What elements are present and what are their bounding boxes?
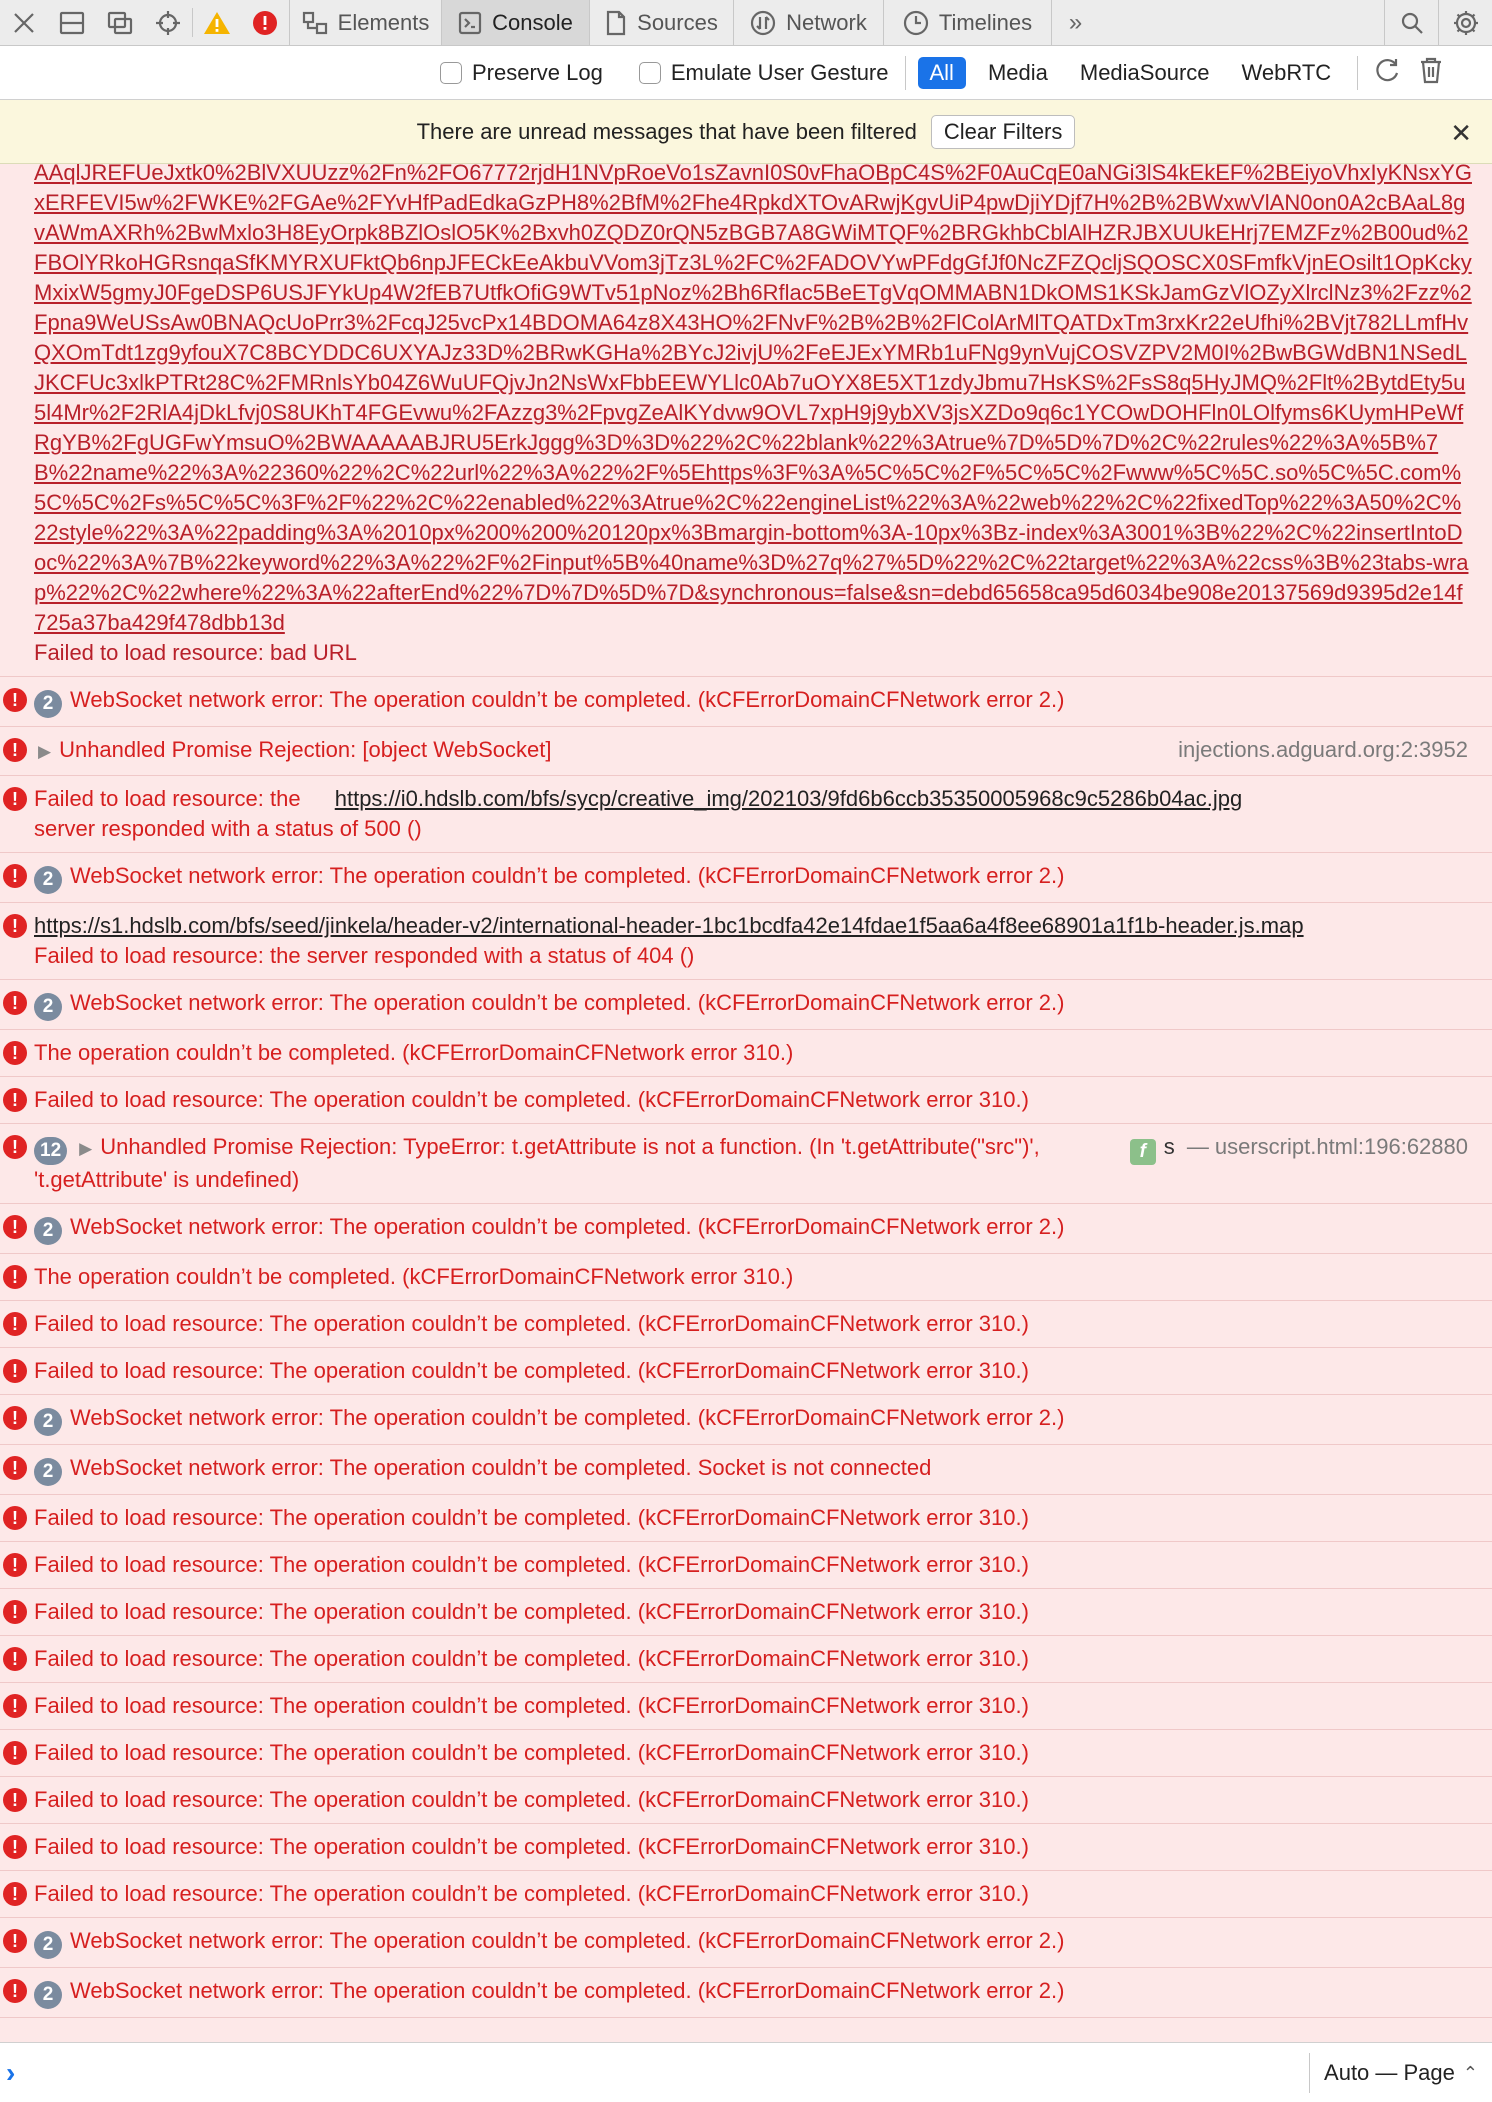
reload-icon[interactable] <box>1372 55 1402 91</box>
error-icon: ! <box>3 1600 27 1624</box>
log-entry <box>0 1589 1492 1636</box>
error-icon: ! <box>3 738 27 762</box>
tab-label: Network <box>786 9 867 35</box>
filter-divider <box>1357 56 1358 90</box>
preserve-log-checkbox[interactable] <box>440 60 603 86</box>
resource-url-link[interactable]: https://i0.hdslb.com/bfs/sycp/creative_img/202103/9fd6b6ccb35350005968c9c5286b04ac.jpg <box>334 786 1243 811</box>
log-entry <box>0 1204 1492 1254</box>
console-log[interactable] <box>0 164 1492 2042</box>
error-icon[interactable] <box>241 0 289 45</box>
expand-triangle-icon[interactable]: ▶ <box>79 1139 93 1158</box>
error-message: WebSocket network error: The operation couldn’t be completed. (kCFErrorDomainCFNetwork error 2.) <box>70 1214 1065 1239</box>
repeat-count-badge: 2 <box>34 1981 62 2009</box>
error-message: Failed to load resource: The operation couldn’t be completed. (kCFErrorDomainCFNetwork error 310.) <box>34 1599 1029 1624</box>
close-icon[interactable] <box>0 0 48 45</box>
error-message: Failed to load resource: The operation couldn’t be completed. (kCFErrorDomainCFNetwork error 310.) <box>34 1311 1029 1336</box>
error-message: Failed to load resource: The operation couldn’t be completed. (kCFErrorDomainCFNetwork error 310.) <box>34 1881 1029 1906</box>
error-icon: ! <box>3 1215 27 1239</box>
error-message: Failed to load resource: The operation couldn’t be completed. (kCFErrorDomainCFNetwork error 310.) <box>34 1552 1029 1577</box>
log-entry <box>0 853 1492 903</box>
error-message: Failed to load resource: The operation couldn’t be completed. (kCFErrorDomainCFNetwork error 310.) <box>34 1358 1029 1383</box>
repeat-count-badge: 12 <box>34 1137 67 1165</box>
repeat-count-badge: 2 <box>34 690 62 718</box>
filtered-messages-banner <box>0 100 1492 164</box>
log-entry <box>0 1542 1492 1589</box>
error-message: WebSocket network error: The operation couldn’t be completed. (kCFErrorDomainCFNetwork error 2.) <box>70 863 1065 888</box>
clear-filters-button[interactable]: Clear Filters <box>931 115 1076 149</box>
tab-label: Sources <box>637 9 718 35</box>
error-icon: ! <box>3 1041 27 1065</box>
log-entry <box>0 903 1492 980</box>
error-icon: ! <box>3 864 27 888</box>
tab-label: Timelines <box>938 9 1033 35</box>
log-entry <box>0 980 1492 1030</box>
error-icon: ! <box>3 1135 27 1159</box>
log-entry <box>0 1824 1492 1871</box>
log-entry <box>0 1348 1492 1395</box>
error-icon: ! <box>3 1647 27 1671</box>
emulate-user-gesture-checkbox[interactable] <box>639 60 889 86</box>
error-icon: ! <box>3 991 27 1015</box>
filter-all-button[interactable]: All <box>918 57 966 89</box>
filter-webrtc-button[interactable]: WebRTC <box>1241 59 1332 85</box>
chevron-updown-icon: ⌃ <box>1462 2062 1478 2083</box>
log-entry <box>0 1254 1492 1301</box>
settings-gear-icon[interactable] <box>1438 0 1492 45</box>
network-icon <box>750 10 776 36</box>
error-message: Failed to load resource: the server responded with a status of 404 () <box>34 943 695 968</box>
repeat-count-badge: 2 <box>34 866 62 894</box>
log-entry[interactable] <box>0 727 1492 776</box>
undock-icon[interactable] <box>96 0 144 45</box>
error-message: Failed to load resource: The operation couldn’t be completed. (kCFErrorDomainCFNetwork error 310.) <box>34 1646 1029 1671</box>
log-entry <box>0 1777 1492 1824</box>
error-icon: ! <box>3 914 27 938</box>
dock-bottom-icon[interactable] <box>48 0 96 45</box>
tab-label: Elements <box>337 9 430 35</box>
log-entry <box>0 677 1492 727</box>
error-message: WebSocket network error: The operation couldn’t be completed. (kCFErrorDomainCFNetwork error 2.) <box>70 1978 1065 2003</box>
error-icon: ! <box>3 787 27 811</box>
error-icon: ! <box>3 1553 27 1577</box>
resource-url-link[interactable]: AAqlJREFUeJxtk0%2BlVXUUzz%2Fn%2FO67772rjdH1NVpRoeVo1sZavnI0S0vFhaOBpC4S%2F0AuCqE0aNGi3lS4kEkEF%2BEiyoVhxIyKNsxYGxERFEVI5w%2FWKE%2FGAe%2FYvHfPadEdkaGzPH8%2BfM%2Fhe4RpkdXTOvARwjKgvUiP4pwDjiYDjf7H%2B%2BWxwVlAN0on0A2cBAaL8gvAWmAXRh%2BwMxlo3H8EyOrpk8BZlOslO5K%2Bxvh0ZQDZ0rQN5zBGB7A8GWiMTQF%2BRGkhbCblAlHZRJBXUUkEHrj7EMZFz%2B00ud%2FBOlYRkoHGRsnqaSfKMYRXUFktQb6npJFECkEeAkbuVVom3jTz3L%2FC%2FADOVYwPFdgGfJf0NcZFZQcljSQOSCX0SFmfkVjnEOsilt1OpKckyMxixW5gmyJ0FgeDSP6USJFYkUp4W2fEB7UtfkOfiG9WTv51pNoz%2Bh6Rflac5BeETgVqOMMABN1DkOMS1KSkJamGzVlOZyXlrclNz3%2Fzz%2Fpna9WeUSsAw0BNAQcUoPrr3%2FcqJ25vcPx14BDOMA64z8X43HO%2FNvF%2B%2B%2FlColArMlTQATDxTm3rxKr22eUfhi%2BVjt782LLmfHvQXOmTdt1zg9yfouX7C8BCYDDC6UXYAJz33D%2BRwKGHa%2BYcJ2ivjU%2FeEJExYMRb1uFNg9ynVujCOSVZPV2M0I%2BwBGWdBN1NSedLJKCFUc3xlkPTRt28C%2FMRnlsYb04Z6WuUFQjvJn2NsWxFbbEEWYLlc0Ab7uOYX8E5XT1zdyJbmu7HsKS%2FsS8q5HyJMQ%2Flt%2BytdEty5u5l4Mr%2F2RlA4jDkLfvj0S8UKhT4FGEvwu%2FAzzg3%2FpvgZeAlKYdvw9OVL7xpH9j9ybXV3jsXZDo9q6c1YCOwDOHFln0LOlfyms6KUymHPeWfRgYB%2FgUGFwYmsuO%2BWAAAAABJRU5ErkJggg%3D%3D%22%2C%22blank%22%3Atrue%7D%5D%7D%2C%22rules%22%3A%5B%7B%22name%22%3A%22360%22%2C%22url%22%3A%22%2F%5Ehttps%3F%3A%5C%5C%2F%5C%5C%2Fwww%5C%5C.so%5C%5C.com%5C%5C%2Fs%5C%5C%3F%2F%22%2C%22enabled%22%3Atrue%2C%22engineList%22%3A%22web%22%2C%22fixedTop%22%3A50%2C%22style%22%3A%22padding%3A%2010px%200%200%20120px%3Bmargin-bottom%3A-10px%3Bz-index%3A3001%3B%22%2C%22insertIntoDoc%22%3A%7B%22keyword%22%3A%22%2F%2Finput%5B%40name%3D%27q%27%5D%22%2C%22target%22%3A%22css%3B%23tabs-wrap%22%2C%22where%22%3A%22afterEnd%22%7D%7D%5D%7D&synchronous=false&sn=debd65658ca95d6034be908e20137569d9395d2e14f725a37ba429f478dbb13d <box>34 164 1472 635</box>
clear-console-trash-icon[interactable] <box>1418 55 1444 91</box>
error-icon: ! <box>3 1312 27 1336</box>
repeat-count-badge: 2 <box>34 1408 62 1436</box>
call-frame[interactable] <box>1130 1132 1468 1165</box>
more-tabs-button[interactable] <box>1051 0 1099 45</box>
error-message: Failed to load resource: The operation couldn’t be completed. (kCFErrorDomainCFNetwork error 310.) <box>34 1740 1029 1765</box>
preserve-log-label: Preserve Log <box>472 59 603 85</box>
error-message: WebSocket network error: The operation couldn’t be completed. (kCFErrorDomainCFNetwork error 2.) <box>70 990 1065 1015</box>
tab-network[interactable] <box>733 0 883 45</box>
error-message: The operation couldn’t be completed. (kCFErrorDomainCFNetwork error 310.) <box>34 1264 794 1289</box>
error-message: Failed to load resource: The operation couldn’t be completed. (kCFErrorDomainCFNetwork error 310.) <box>34 1834 1029 1859</box>
error-message-continued: server responded with a status of 500 () <box>34 816 422 841</box>
error-message: Failed to load resource: The operation couldn’t be completed. (kCFErrorDomainCFNetwork error 310.) <box>34 1087 1029 1112</box>
element-picker-icon[interactable] <box>144 0 192 45</box>
resource-url-link[interactable]: https://s1.hdslb.com/bfs/seed/jinkela/header-v2/international-header-1bc1bcdfa42e14fdae1f5aa6a4f8ee68901a1f1b-header.js.map <box>34 913 1304 938</box>
repeat-count-badge: 2 <box>34 1931 62 1959</box>
error-message: WebSocket network error: The operation couldn’t be completed. (kCFErrorDomainCFNetwork error 2.) <box>70 1405 1065 1430</box>
error-message: WebSocket network error: The operation couldn’t be completed. Socket is not connected <box>70 1455 932 1480</box>
sources-icon <box>605 10 627 36</box>
repeat-count-badge: 2 <box>34 1217 62 1245</box>
filter-media-button[interactable]: Media <box>987 59 1048 85</box>
error-icon: ! <box>3 1835 27 1859</box>
error-icon: ! <box>3 1456 27 1480</box>
timelines-icon <box>903 10 929 36</box>
error-message: Unhandled Promise Rejection: [object WebSocket] <box>59 737 552 762</box>
execution-context-label: Auto — Page <box>1324 2060 1455 2085</box>
error-icon: ! <box>3 1265 27 1289</box>
expand-triangle-icon[interactable]: ▶ <box>38 742 52 761</box>
function-name: s <box>1163 1134 1175 1159</box>
error-icon: ! <box>3 1506 27 1530</box>
error-icon: ! <box>3 1788 27 1812</box>
source-location-link[interactable]: userscript.html:196:62880 <box>1214 1134 1468 1159</box>
close-banner-icon[interactable]: ✕ <box>1450 118 1472 148</box>
error-message: Unhandled Promise Rejection: TypeError: t.getAttribute is not a function. (In 't.getAttribute("src")', 't.getAttribute' is undefined) <box>34 1134 1040 1192</box>
elements-icon <box>302 11 328 35</box>
checkbox-box[interactable] <box>639 62 661 84</box>
error-message: The operation couldn’t be completed. (kCFErrorDomainCFNetwork error 310.) <box>34 1040 794 1065</box>
log-entry <box>0 776 1492 853</box>
error-message: WebSocket network error: The operation couldn’t be completed. (kCFErrorDomainCFNetwork error 2.) <box>70 1928 1065 1953</box>
console-filter-bar <box>0 46 1492 100</box>
log-entry <box>0 1445 1492 1495</box>
error-message: Failed to load resource: the <box>34 786 301 811</box>
console-icon <box>458 11 482 35</box>
error-icon: ! <box>3 1359 27 1383</box>
source-location-link[interactable]: injections.adguard.org:2:3952 <box>1178 737 1468 762</box>
warning-icon[interactable] <box>193 0 241 45</box>
log-entry <box>0 1730 1492 1777</box>
log-entry <box>0 1495 1492 1542</box>
tab-label: Console <box>492 9 573 35</box>
error-icon: ! <box>3 688 27 712</box>
tab-sources[interactable] <box>589 0 733 45</box>
error-message: WebSocket network error: The operation couldn’t be completed. (kCFErrorDomainCFNetwork error 2.) <box>70 687 1065 712</box>
log-entry <box>0 1918 1492 1968</box>
error-icon: ! <box>3 1406 27 1430</box>
log-entry[interactable] <box>0 1124 1492 1204</box>
console-prompt[interactable] <box>0 2042 1492 2102</box>
emulate-user-gesture-label: Emulate User Gesture <box>670 59 889 85</box>
log-entry <box>0 1968 1492 2018</box>
separator-dash: — <box>1186 1134 1209 1159</box>
log-entry <box>0 1030 1492 1077</box>
error-message: Failed to load resource: The operation couldn’t be completed. (kCFErrorDomainCFNetwork error 310.) <box>34 1693 1029 1718</box>
error-icon: ! <box>3 1694 27 1718</box>
execution-context-selector[interactable] <box>1309 2053 1478 2093</box>
prompt-chevron-icon: › <box>6 2056 16 2088</box>
log-entry <box>0 1871 1492 1918</box>
repeat-count-badge: 2 <box>34 1458 62 1486</box>
error-icon: ! <box>3 1929 27 1953</box>
log-entry <box>0 1301 1492 1348</box>
log-entry <box>0 1636 1492 1683</box>
error-message: Failed to load resource: bad URL <box>34 640 357 665</box>
chevrons-right-icon: » <box>1068 8 1083 36</box>
error-message: Failed to load resource: The operation couldn’t be completed. (kCFErrorDomainCFNetwork error 310.) <box>34 1787 1029 1812</box>
repeat-count-badge: 2 <box>34 993 62 1021</box>
error-icon: ! <box>3 1741 27 1765</box>
checkbox-box[interactable] <box>440 62 462 84</box>
search-icon[interactable] <box>1384 0 1438 45</box>
log-entry <box>0 1395 1492 1445</box>
filter-mediasource-button[interactable]: MediaSource <box>1079 59 1210 85</box>
log-entry-bad-url <box>0 164 1492 677</box>
error-icon: ! <box>3 1882 27 1906</box>
devtools-tab-bar <box>0 0 1492 46</box>
error-icon: ! <box>3 1088 27 1112</box>
tab-elements[interactable] <box>289 0 441 45</box>
error-message: Failed to load resource: The operation couldn’t be completed. (kCFErrorDomainCFNetwork error 310.) <box>34 1505 1029 1530</box>
function-icon: f <box>1130 1139 1156 1165</box>
tab-console[interactable] <box>441 0 589 45</box>
filter-divider <box>905 56 906 90</box>
tab-timelines[interactable] <box>883 0 1051 45</box>
log-entry <box>0 1683 1492 1730</box>
banner-message: There are unread messages that have been filtered <box>416 118 917 144</box>
error-icon: ! <box>3 1979 27 2003</box>
log-entry <box>0 1077 1492 1124</box>
